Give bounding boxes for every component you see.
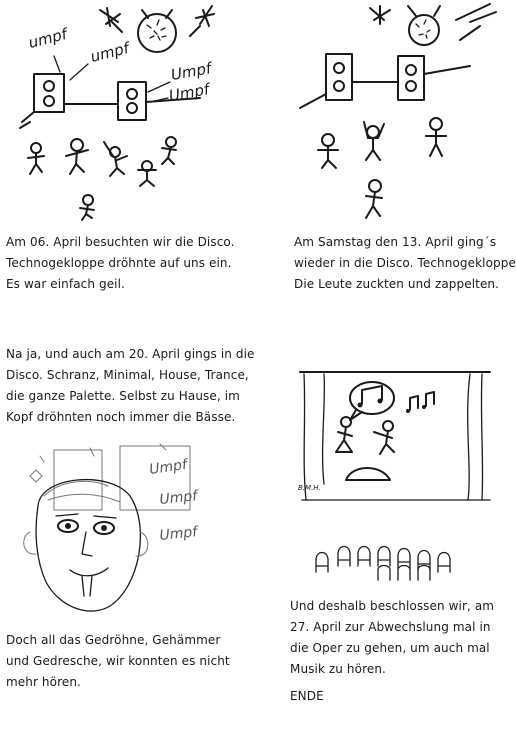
dancer-3 — [426, 118, 446, 156]
mirror-ball — [408, 6, 440, 45]
dancer-1 — [28, 143, 44, 174]
spotlight-left — [370, 6, 390, 24]
sound-word-umpf-2: umpf — [88, 38, 131, 66]
caption-line: Technogekloppe dröhnte auf uns ein. — [6, 256, 232, 270]
singer-left — [336, 417, 352, 452]
opera-illustration — [286, 360, 516, 588]
dizzy-head — [24, 480, 148, 611]
panel-disco-20-april — [0, 340, 270, 720]
speaker-right — [118, 82, 146, 120]
spotlight-left — [100, 8, 122, 32]
dancer-6 — [80, 195, 94, 220]
singer-right — [374, 421, 394, 454]
music-speech-bubble — [350, 382, 394, 420]
caption-line: Disco. Schranz, Minimal, House, Trance, — [6, 368, 249, 382]
sound-word-umpf-3: Umpf — [158, 524, 198, 544]
mirror-ball — [138, 10, 176, 52]
dancer-4 — [138, 161, 156, 186]
sound-word-umpf-1: Umpf — [148, 456, 188, 478]
sound-word-umpf-4: Umpf — [167, 80, 211, 105]
audience-seats — [316, 547, 450, 581]
caption-line: Und deshalb beschlossen wir, am — [290, 599, 495, 613]
panel-3-caption-top — [6, 344, 255, 428]
spotlight-right — [190, 6, 214, 36]
caption-line: Doch all das Gedröhne, Gehämmer — [6, 633, 221, 647]
caption-line: Am Samstag den 13. April ging´s — [294, 235, 497, 249]
dancer-3 — [104, 142, 127, 176]
speaker-right — [398, 56, 424, 100]
caption-line: Kopf dröhnten noch immer die Bässe. — [6, 410, 236, 424]
speaker-left — [34, 74, 64, 112]
music-notes — [406, 392, 434, 413]
panel-4-caption — [290, 596, 494, 680]
panel-2-caption — [294, 232, 516, 295]
sound-word-umpf-1: umpf — [26, 24, 69, 52]
caption-line: die ganze Palette. Selbst zu Hause, im — [6, 389, 240, 403]
head-illustration — [0, 436, 270, 636]
dancer-5 — [162, 137, 176, 164]
dancer-2 — [364, 122, 384, 160]
caption-line: und Gedresche, wir konnten es nicht — [6, 654, 230, 668]
caption-line: 27. April zur Abwechslung mal in — [290, 620, 491, 634]
panel-disco-06-april — [0, 0, 260, 300]
caption-line: Die Leute zuckten und zappelten. — [294, 277, 500, 291]
dancer-1 — [318, 134, 338, 168]
caption-line: Musik zu hören. — [290, 662, 386, 676]
artist-signature: B.M.H. — [298, 484, 321, 492]
caption-line: Am 06. April besuchten wir die Disco. — [6, 235, 235, 249]
caption-line: die Oper zu gehen, um auch mal — [290, 641, 490, 655]
caption-line: Es war einfach geil. — [6, 277, 125, 291]
dancer-4 — [366, 180, 382, 218]
sound-word-umpf-3: Umpf — [169, 59, 213, 84]
panel-3-caption-bottom — [6, 630, 230, 693]
dancer-2 — [66, 139, 88, 174]
panel-disco-13-april — [270, 0, 516, 300]
spotlight-right — [456, 4, 496, 40]
ending-label: ENDE — [290, 689, 324, 703]
sound-word-umpf-2: Umpf — [158, 488, 198, 508]
speaker-left — [326, 54, 352, 100]
caption-line: wieder in die Disco. Technogekloppe — [294, 256, 516, 270]
caption-line: Na ja, und auch am 20. April gings in die — [6, 347, 255, 361]
panel-opera-27-april — [286, 360, 516, 731]
panel-1-caption — [6, 232, 235, 295]
caption-line: mehr hören. — [6, 675, 81, 689]
